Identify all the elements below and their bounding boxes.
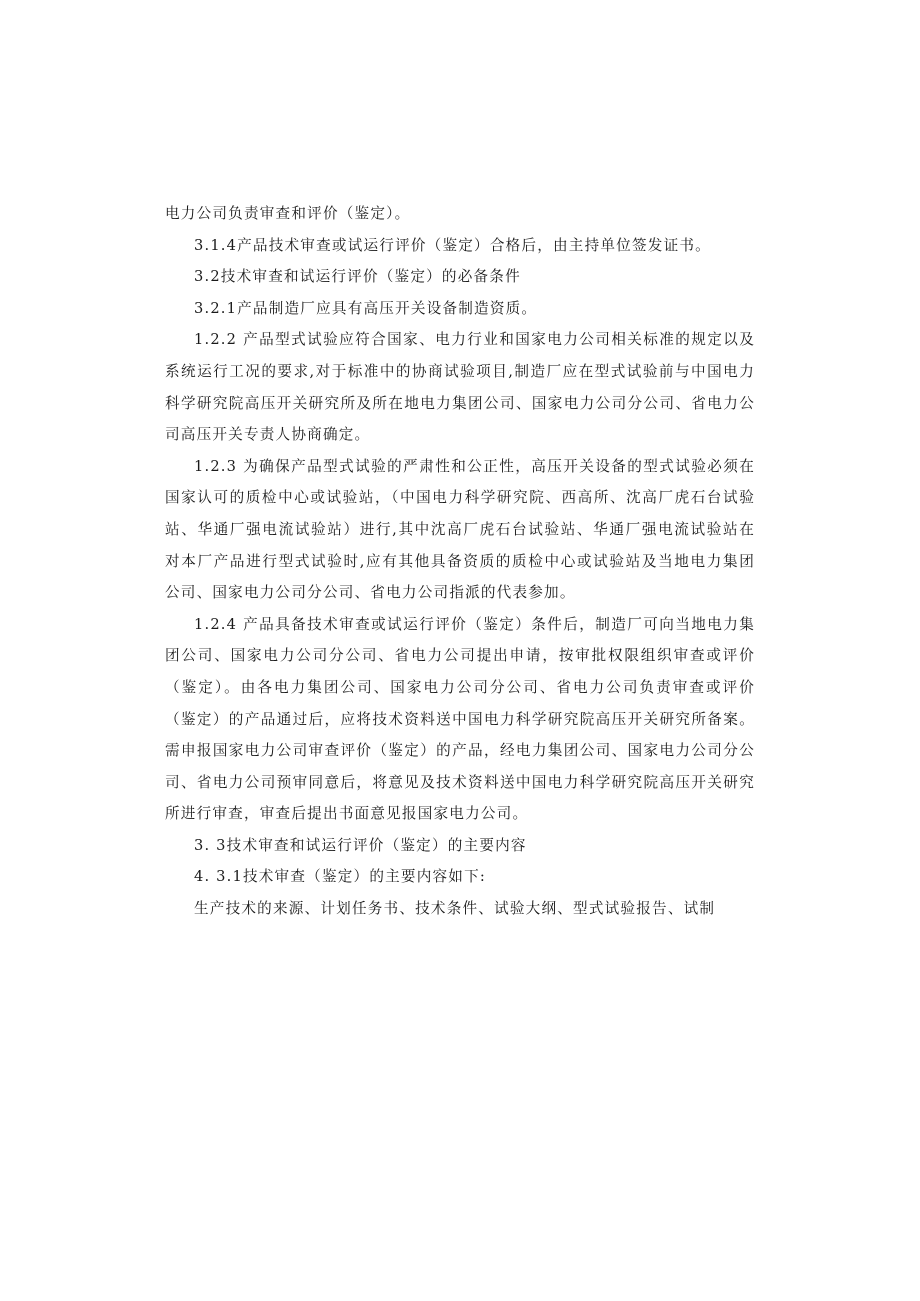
paragraph-3-1-4: 3.1.4产品技术审查或试运行评价（鉴定）合格后，由主持单位签发证书。 — [194, 236, 711, 254]
paragraph-1-2-4: 1.2.4 产品具备技术审查或试运行评价（鉴定）条件后，制造厂可向当地电力集团公司、国家电力公司分公司、省电力公司提出申请，按审批权限组织审查或评价（鉴定）。由各电力集团公司、国家电力公司分公司、省电力公司负责审查或评价（鉴定）的产品通过后，应将技术资料送中国电力科学研究院高压开关研究所备案。需申报国家电力公司审查评价（鉴定）的产品，经电力集团公司、国家电力公司分公司、省电力公司预审同意后，将意见及技术资料送中国电力科学研究院高压开关研究所进行审查，审查后提出书面意见报国家电力公司。 — [165, 615, 755, 823]
paragraph-continuation: 电力公司负责审查和评价（鉴定）。 — [165, 205, 411, 222]
paragraph-3-2-1: 3.2.1产品制造厂应具有高压开关设备制造资质。 — [194, 299, 538, 317]
heading-3-3: 3. 3技术审查和试运行评价（鉴定）的主要内容 — [194, 836, 527, 854]
document-body — [165, 198, 755, 925]
heading-4-3-1: 4. 3.1技术审查（鉴定）的主要内容如下: — [194, 868, 486, 886]
paragraph-content-list: 生产技术的来源、计划任务书、技术条件、试验大纲、型式试验报告、试制 — [194, 900, 716, 918]
paragraph-1-2-2: 1.2.2 产品型式试验应符合国家、电力行业和国家电力公司相关标准的规定以及系统运行工况的要求,对于标准中的协商试验项目,制造厂应在型式试验前与中国电力科学研究院高压开关研究所及所在地电力集团公司、国家电力公司分公司、省电力公司高压开关专责人协商确定。 — [165, 331, 755, 444]
heading-3-2: 3.2技术审查和试运行评价（鉴定）的必备条件 — [194, 268, 521, 286]
paragraph-1-2-3: 1.2.3 为确保产品型式试验的严肃性和公正性，高压开关设备的型式试验必须在国家认可的质检中心或试验站，（中国电力科学研究院、西高所、沈高厂虎石台试验站、华通厂强电流试验站）进行,其中沈高厂虎石台试验站、华通厂强电流试验站在对本厂产品进行型式试验时,应有其他具备资质的质检中心或试验站及当地电力集团公司、国家电力公司分公司、省电力公司指派的代表参加。 — [165, 457, 755, 602]
